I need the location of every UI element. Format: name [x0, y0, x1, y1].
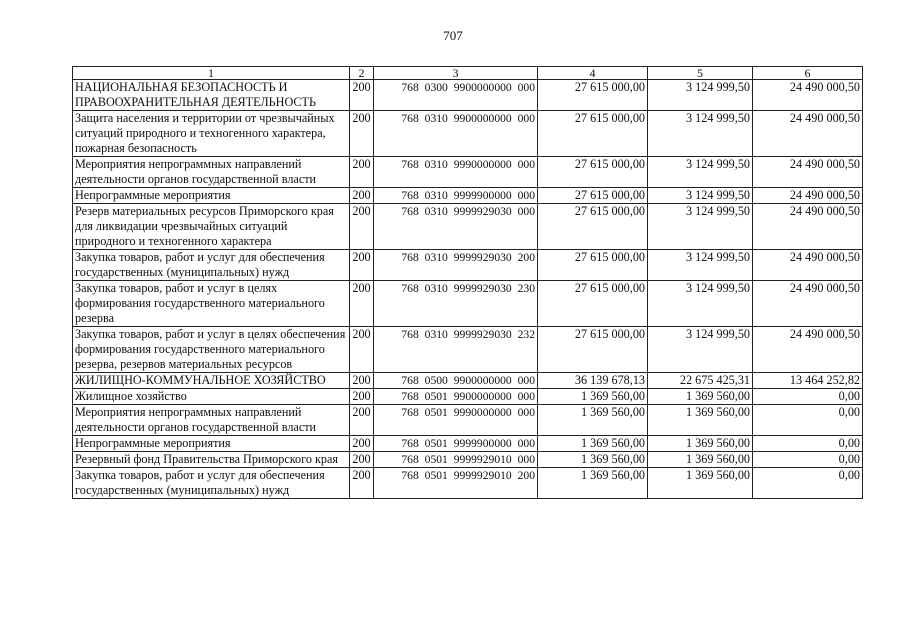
row-name: Закупка товаров, работ и услуг в целях формирования государственного материального резерва [73, 281, 350, 327]
row-name: ЖИЛИЩНО-КОММУНАЛЬНОЕ ХОЗЯЙСТВО [73, 373, 350, 389]
row-name: Жилищное хозяйство [73, 389, 350, 405]
table-row [73, 389, 863, 405]
row-classification-code: 768 0310 9990000000 000 [374, 157, 538, 188]
row-classification-code: 768 0310 9999929030 000 [374, 204, 538, 250]
header-row [73, 67, 863, 80]
table-row [73, 405, 863, 436]
table-row [73, 111, 863, 157]
row-amount-col6: 24 490 000,50 [753, 157, 863, 188]
row-amount-col4: 1 369 560,00 [538, 436, 648, 452]
column-header-2: 2 [350, 67, 374, 80]
row-prefix-code: 200 [350, 80, 374, 111]
row-amount-col5: 3 124 999,50 [648, 327, 753, 373]
row-amount-col4: 1 369 560,00 [538, 389, 648, 405]
row-amount-col4: 27 615 000,00 [538, 111, 648, 157]
row-name: Закупка товаров, работ и услуг для обеспечения государственных (муниципальных) нужд [73, 468, 350, 499]
table-row [73, 157, 863, 188]
row-name: Непрограммные мероприятия [73, 436, 350, 452]
table-row [73, 373, 863, 389]
column-header-3: 3 [374, 67, 538, 80]
row-prefix-code: 200 [350, 468, 374, 499]
row-amount-col5: 3 124 999,50 [648, 111, 753, 157]
table-row [73, 327, 863, 373]
row-name: Защита населения и территории от чрезвычайных ситуаций природного и техногенного характера, пожарная безопасность [73, 111, 350, 157]
row-amount-col6: 24 490 000,50 [753, 250, 863, 281]
row-name: Мероприятия непрограммных направлений деятельности органов государственной власти [73, 405, 350, 436]
row-amount-col4: 1 369 560,00 [538, 405, 648, 436]
table-row [73, 281, 863, 327]
row-amount-col5: 3 124 999,50 [648, 281, 753, 327]
page-number: 707 [443, 28, 463, 43]
row-amount-col4: 36 139 678,13 [538, 373, 648, 389]
row-classification-code: 768 0310 9900000000 000 [374, 111, 538, 157]
row-amount-col6: 0,00 [753, 436, 863, 452]
column-header-5: 5 [648, 67, 753, 80]
row-prefix-code: 200 [350, 327, 374, 373]
row-name: Резервный фонд Правительства Приморского края [73, 452, 350, 468]
row-amount-col4: 27 615 000,00 [538, 327, 648, 373]
row-classification-code: 768 0501 9999929010 200 [374, 468, 538, 499]
table-row [73, 436, 863, 452]
row-name: Мероприятия непрограммных направлений деятельности органов государственной власти [73, 157, 350, 188]
row-amount-col5: 1 369 560,00 [648, 468, 753, 499]
row-prefix-code: 200 [350, 250, 374, 281]
row-amount-col5: 1 369 560,00 [648, 436, 753, 452]
row-amount-col4: 27 615 000,00 [538, 157, 648, 188]
column-header-1: 1 [73, 67, 350, 80]
column-header-6: 6 [753, 67, 863, 80]
table-row [73, 204, 863, 250]
row-amount-col5: 22 675 425,31 [648, 373, 753, 389]
row-amount-col4: 27 615 000,00 [538, 204, 648, 250]
row-prefix-code: 200 [350, 436, 374, 452]
row-amount-col6: 0,00 [753, 405, 863, 436]
row-amount-col6: 0,00 [753, 452, 863, 468]
row-classification-code: 768 0500 9900000000 000 [374, 373, 538, 389]
row-amount-col5: 3 124 999,50 [648, 188, 753, 204]
row-amount-col4: 27 615 000,00 [538, 250, 648, 281]
row-classification-code: 768 0310 9999929030 200 [374, 250, 538, 281]
row-amount-col6: 13 464 252,82 [753, 373, 863, 389]
row-amount-col4: 1 369 560,00 [538, 468, 648, 499]
row-amount-col6: 0,00 [753, 468, 863, 499]
table-row [73, 452, 863, 468]
row-prefix-code: 200 [350, 405, 374, 436]
row-name: Непрограммные мероприятия [73, 188, 350, 204]
table-row [73, 80, 863, 111]
row-amount-col4: 27 615 000,00 [538, 80, 648, 111]
row-amount-col5: 3 124 999,50 [648, 157, 753, 188]
row-classification-code: 768 0501 9999900000 000 [374, 436, 538, 452]
row-prefix-code: 200 [350, 373, 374, 389]
row-amount-col5: 3 124 999,50 [648, 204, 753, 250]
row-prefix-code: 200 [350, 389, 374, 405]
table-row [73, 468, 863, 499]
row-amount-col4: 1 369 560,00 [538, 452, 648, 468]
row-prefix-code: 200 [350, 188, 374, 204]
row-amount-col5: 3 124 999,50 [648, 250, 753, 281]
row-amount-col6: 24 490 000,50 [753, 188, 863, 204]
row-classification-code: 768 0501 9999929010 000 [374, 452, 538, 468]
row-amount-col6: 24 490 000,50 [753, 80, 863, 111]
row-classification-code: 768 0501 9990000000 000 [374, 405, 538, 436]
row-amount-col5: 1 369 560,00 [648, 405, 753, 436]
row-prefix-code: 200 [350, 452, 374, 468]
budget-table [72, 66, 863, 499]
row-amount-col6: 24 490 000,50 [753, 111, 863, 157]
row-classification-code: 768 0310 9999900000 000 [374, 188, 538, 204]
row-classification-code: 768 0300 9900000000 000 [374, 80, 538, 111]
column-header-4: 4 [538, 67, 648, 80]
row-prefix-code: 200 [350, 281, 374, 327]
row-amount-col6: 24 490 000,50 [753, 327, 863, 373]
row-prefix-code: 200 [350, 157, 374, 188]
row-amount-col4: 27 615 000,00 [538, 281, 648, 327]
row-amount-col6: 0,00 [753, 389, 863, 405]
row-classification-code: 768 0310 9999929030 232 [374, 327, 538, 373]
row-name: НАЦИОНАЛЬНАЯ БЕЗОПАСНОСТЬ И ПРАВООХРАНИТЕЛЬНАЯ ДЕЯТЕЛЬНОСТЬ [73, 80, 350, 111]
row-classification-code: 768 0501 9900000000 000 [374, 389, 538, 405]
row-name: Резерв материальных ресурсов Приморского края для ликвидации чрезвычайных ситуаций природного и техногенного характера [73, 204, 350, 250]
row-amount-col5: 1 369 560,00 [648, 389, 753, 405]
row-prefix-code: 200 [350, 111, 374, 157]
row-amount-col5: 1 369 560,00 [648, 452, 753, 468]
row-classification-code: 768 0310 9999929030 230 [374, 281, 538, 327]
row-amount-col5: 3 124 999,50 [648, 80, 753, 111]
row-prefix-code: 200 [350, 204, 374, 250]
row-name: Закупка товаров, работ и услуг в целях обеспечения формирования государственного материального резерва, резервов материальных ресурсов [73, 327, 350, 373]
table-row [73, 250, 863, 281]
row-amount-col6: 24 490 000,50 [753, 204, 863, 250]
row-amount-col6: 24 490 000,50 [753, 281, 863, 327]
row-amount-col4: 27 615 000,00 [538, 188, 648, 204]
table-row [73, 188, 863, 204]
row-name: Закупка товаров, работ и услуг для обеспечения государственных (муниципальных) нужд [73, 250, 350, 281]
